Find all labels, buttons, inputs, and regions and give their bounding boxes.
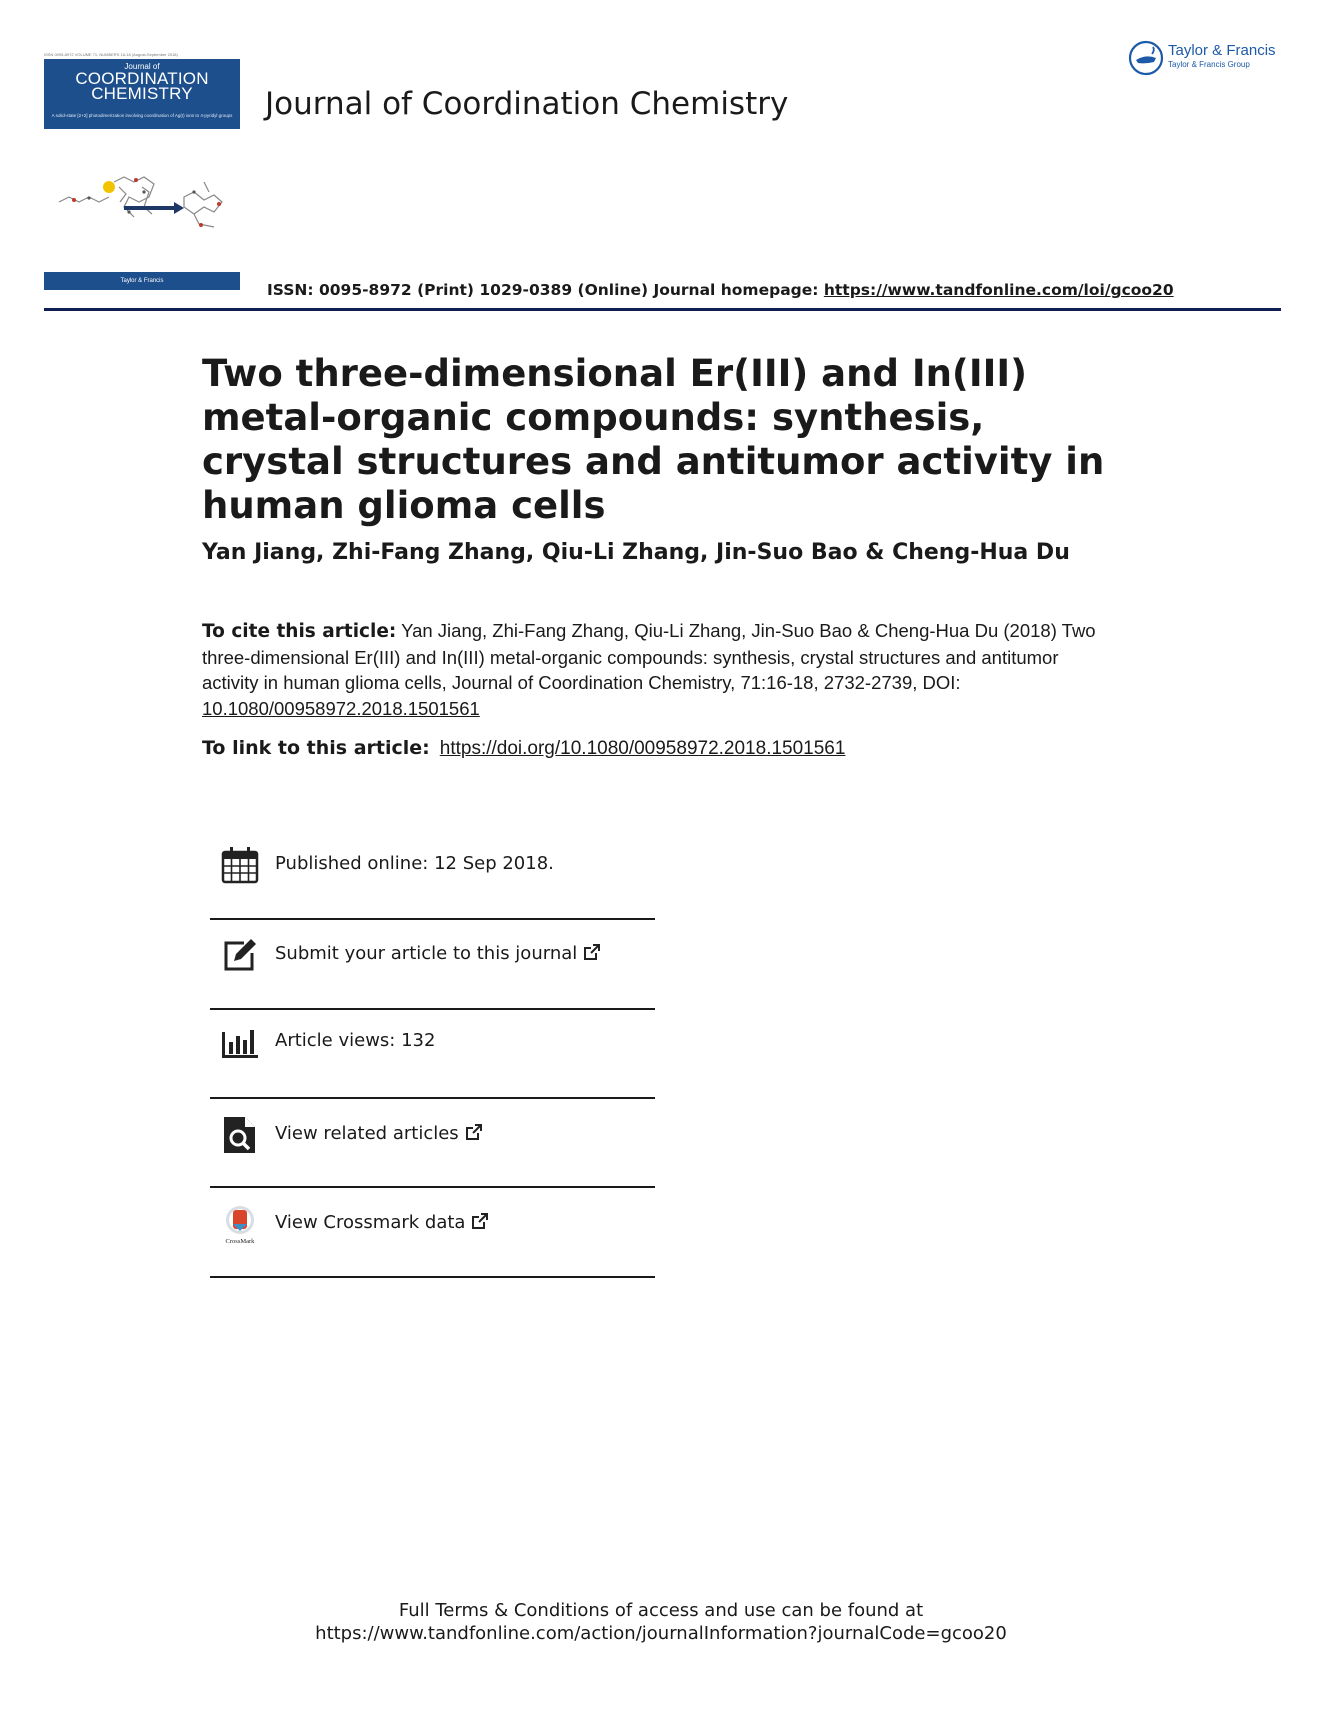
cover-arrow-shaft <box>124 206 174 210</box>
crossmark-icon <box>220 1204 260 1244</box>
cover-subtitle: A solid-state [2+2] photodimerization involving coordination of Ag(I) ions to 4-pyridyl groups <box>44 111 240 129</box>
header-rule <box>44 308 1281 311</box>
terms-footer <box>0 1599 1322 1645</box>
external-link-icon <box>471 1212 489 1230</box>
published-online-text: Published online: 12 Sep 2018. <box>275 853 554 874</box>
cover-journal-of: Journal of <box>124 62 160 71</box>
bar-chart-icon <box>220 1022 260 1062</box>
journal-cover-thumbnail[interactable] <box>44 52 240 294</box>
related-articles-text: View related articles <box>275 1123 459 1144</box>
submit-article-text-wrap <box>275 943 601 964</box>
citation-block <box>202 618 1102 721</box>
info-divider <box>210 918 655 920</box>
cover-volume-line: ISSN 0095-8972 VOLUME 71, NUMBERS 16-18 (August-September 2018) <box>44 52 178 57</box>
article-views-row <box>210 1022 655 1062</box>
cover-arrow-head <box>174 202 184 214</box>
publisher-group: Taylor & Francis Group <box>1168 60 1250 69</box>
cover-light-icon <box>103 181 115 193</box>
info-divider <box>210 1008 655 1010</box>
related-articles-row[interactable] <box>210 1115 655 1155</box>
calendar-icon <box>220 845 260 885</box>
crossmark-badge-text: CrossMark <box>225 1238 255 1244</box>
journal-homepage-link[interactable]: https://www.tandfonline.com/loi/gcoo20 <box>823 281 1174 299</box>
link-label: To link to this article: <box>202 737 430 759</box>
publisher-name: Taylor & Francis <box>1168 42 1276 59</box>
document-search-icon <box>220 1115 260 1155</box>
article-title: Two three-dimensional Er(III) and In(III) metal-organic compounds: synthesis, crystal structures and antitumor activity in human glioma cells <box>202 352 1105 527</box>
article-authors: Yan Jiang, Zhi-Fang Zhang, Qiu-Li Zhang, Jin-Suo Bao & Cheng-Hua Du <box>202 540 1070 565</box>
article-link-line <box>202 737 845 760</box>
taylor-francis-lamp-icon <box>1128 40 1164 76</box>
published-online-row <box>210 845 655 885</box>
external-link-icon <box>465 1123 483 1141</box>
crossmark-row[interactable] <box>210 1204 655 1244</box>
edit-pencil-icon <box>220 935 260 975</box>
issn-text: ISSN: 0095-8972 (Print) 1029-0389 (Online) Journal homepage: <box>267 281 824 299</box>
cover-name-line2: CHEMISTRY <box>91 84 193 103</box>
doi-link[interactable]: 10.1080/00958972.2018.1501561 <box>202 697 480 719</box>
article-views-text: Article views: 132 <box>275 1030 436 1051</box>
cover-publisher-band: Taylor & Francis <box>44 272 240 290</box>
issn-line <box>267 281 1174 299</box>
external-link-icon <box>583 943 601 961</box>
cite-label: To cite this article: <box>202 621 397 642</box>
submit-article-row[interactable] <box>210 935 655 975</box>
cover-name-line1: COORDINATION <box>75 69 209 88</box>
article-doi-url[interactable]: https://doi.org/10.1080/00958972.2018.1501561 <box>439 738 846 759</box>
crossmark-text: View Crossmark data <box>275 1212 466 1233</box>
info-divider <box>210 1097 655 1099</box>
info-divider <box>210 1276 655 1278</box>
cite-text: Yan Jiang, Zhi-Fang Zhang, Qiu-Li Zhang, Jin-Suo Bao & Cheng-Hua Du (2018) Two three-dimensional Er(III) and In(III) metal-organic compounds: synthesis, crystal structures and antitumor activity in human glioma cells, Journal of Coordination Chemistry, 71:16-18, 2732-2739, DOI: <box>202 620 1096 693</box>
info-divider <box>210 1186 655 1188</box>
terms-line: Full Terms & Conditions of access and use can be found at <box>398 1600 924 1621</box>
submit-article-text: Submit your article to this journal <box>275 943 578 964</box>
crossmark-text-wrap <box>275 1212 489 1233</box>
taylor-francis-logo[interactable] <box>1128 38 1288 78</box>
related-articles-text-wrap <box>275 1123 483 1144</box>
cover-title-band <box>44 59 240 111</box>
terms-url[interactable]: https://www.tandfonline.com/action/journalInformation?journalCode=gcoo20 <box>315 1623 1007 1644</box>
cover-molecule-illustration <box>54 162 234 237</box>
journal-title[interactable]: Journal of Coordination Chemistry <box>265 86 789 122</box>
